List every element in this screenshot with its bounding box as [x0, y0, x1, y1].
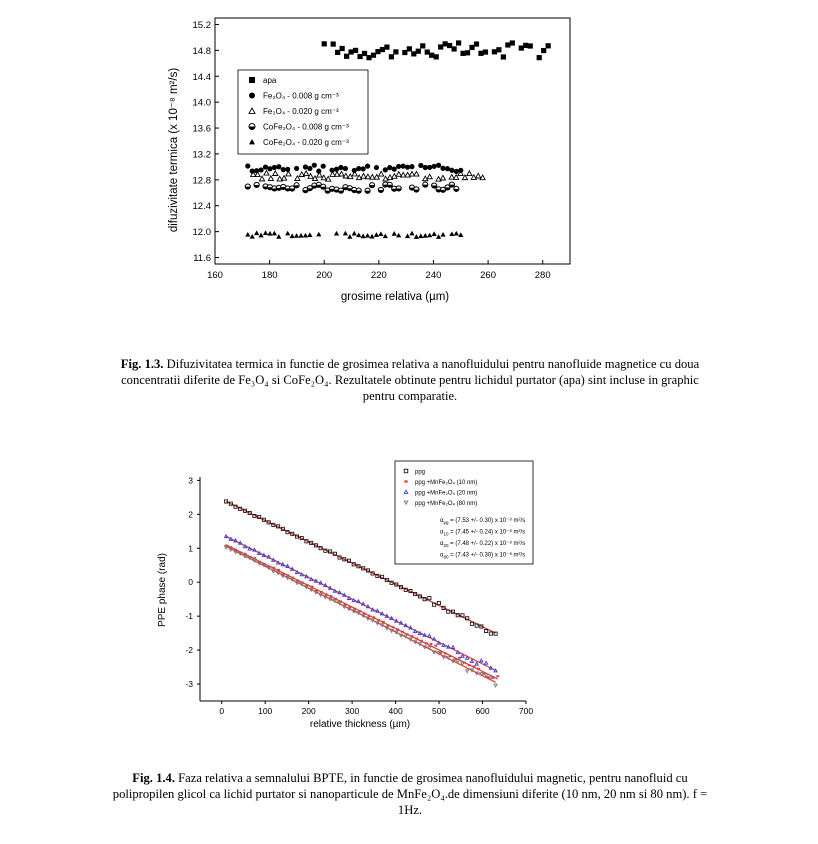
chart1-point — [438, 44, 443, 49]
chart2-point — [253, 548, 256, 551]
chart2-point — [442, 656, 445, 659]
chart1-point — [334, 231, 339, 236]
chart1-point — [432, 164, 437, 169]
chart1-point — [396, 186, 401, 191]
chart1-point — [449, 174, 454, 179]
chart1-point — [334, 167, 339, 172]
chart1-point — [519, 45, 524, 50]
chart1-point — [294, 233, 299, 238]
chart1-point — [396, 164, 401, 169]
chart2-x-tick-label: 500 — [431, 706, 447, 716]
chart1-point — [322, 41, 327, 46]
chart1-legend-marker — [249, 124, 255, 130]
chart1-point — [449, 168, 454, 173]
chart1-point — [290, 233, 295, 238]
chart2-point — [429, 643, 432, 645]
chart1-x-tick-label: 260 — [480, 270, 497, 281]
chart1-point — [276, 164, 281, 169]
chart1-point — [432, 231, 437, 236]
chart1-point — [449, 182, 454, 187]
chart1-point — [369, 234, 374, 239]
chart1-point — [434, 54, 439, 59]
chart1-point — [250, 234, 255, 239]
chart1-point — [407, 46, 412, 51]
chart1-point — [245, 163, 250, 168]
chart1-point — [347, 234, 352, 239]
chart1-point — [383, 167, 388, 172]
chart1-y-tick-label: 13.2 — [192, 149, 211, 161]
chart2-y-tick-label: 2 — [188, 509, 193, 520]
chart1-point — [418, 163, 423, 168]
chart1-point — [465, 50, 470, 55]
chart2-x-axis-label: relative thickness (µm) — [309, 719, 411, 730]
chart1-point — [432, 183, 437, 188]
chart2-point — [433, 637, 436, 640]
chart2-point — [470, 660, 473, 663]
chart1-point — [501, 54, 506, 59]
figure-1-4-caption — [100, 770, 720, 818]
chart1-point — [445, 166, 450, 171]
chart2-x-tick-label: 0 — [219, 706, 225, 716]
chart2-x-tick-label: 600 — [475, 706, 490, 716]
chart1-point — [316, 232, 321, 237]
chart1-point — [263, 230, 268, 235]
chart1-x-tick-label: 220 — [370, 270, 387, 281]
chart1-point — [286, 171, 291, 176]
chart1-point — [387, 182, 392, 187]
chart1-point — [267, 231, 272, 236]
chart2-x-tick-label: 300 — [345, 706, 360, 716]
chart1-point — [458, 232, 463, 237]
chart2-point — [343, 605, 346, 608]
chart1-point — [528, 43, 533, 48]
chart1-y-tick-label: 12.8 — [192, 175, 211, 187]
chart1-point — [285, 167, 290, 172]
chart1-point — [339, 171, 344, 176]
chart2-y-tick-label: -2 — [185, 645, 193, 656]
chart1-legend-marker — [249, 77, 255, 83]
chart2-x-tick-label: 700 — [518, 706, 534, 716]
chart2-fit-line — [226, 545, 498, 679]
chart1-point — [425, 49, 430, 54]
chart2-x-tick-label: 400 — [388, 706, 403, 716]
chart1-point — [357, 54, 362, 59]
chart1-point — [449, 231, 454, 236]
chart1-point — [371, 53, 376, 58]
chart2-point — [376, 609, 379, 612]
chart2-point — [399, 634, 402, 637]
chart2-point — [362, 602, 365, 605]
chart1-point — [416, 49, 421, 54]
chart1-point — [423, 165, 428, 170]
chart1-point — [366, 55, 371, 60]
chart1-point — [496, 47, 501, 52]
chart2-point — [451, 646, 454, 649]
chart2-point — [428, 597, 431, 600]
chart1-point — [409, 164, 414, 169]
chart1-y-tick-label: 14.0 — [192, 97, 211, 109]
chart2-point — [224, 535, 227, 538]
chart1-point — [365, 233, 370, 238]
chart1-point — [383, 233, 388, 238]
chart1-y-tick-label: 12.0 — [192, 227, 211, 239]
chart1-point — [478, 51, 483, 56]
chart1-point — [352, 231, 357, 236]
chart1-point — [338, 165, 343, 170]
chart1-x-tick-label: 240 — [425, 270, 442, 281]
chart2-y-tick-label: 1 — [188, 543, 193, 554]
chart1-point — [454, 186, 459, 191]
chart2-point — [391, 626, 394, 628]
chart2-y-tick-label: 3 — [188, 475, 193, 486]
chart1-point — [546, 43, 551, 48]
chart1-point — [427, 233, 432, 238]
chart1-point — [335, 50, 340, 55]
chart1-point — [312, 163, 317, 168]
chart1-point — [379, 171, 384, 176]
chart2-point — [485, 629, 488, 632]
chart1-point — [245, 232, 250, 237]
chart1-y-tick-label: 14.8 — [192, 45, 211, 57]
chart1-point — [440, 232, 445, 237]
chart1-point — [427, 165, 432, 170]
chart1-point — [298, 233, 303, 238]
chart1-point — [303, 164, 308, 169]
chart2-point — [267, 555, 270, 558]
chart2-point — [480, 659, 483, 662]
chart1-x-axis-label: grosime relativa (µm) — [340, 291, 450, 303]
chart1-point — [384, 45, 389, 50]
chart2-point — [390, 629, 393, 632]
chart1-point — [387, 165, 392, 170]
chart1-point — [400, 164, 405, 169]
chart1-point — [492, 49, 497, 54]
chart1-point — [303, 233, 308, 238]
chart1-point — [378, 231, 383, 236]
chart2-point — [494, 684, 497, 687]
chart2-point — [489, 632, 492, 635]
chart1-y-tick-label: 11.6 — [193, 253, 211, 265]
chart1-point — [414, 234, 419, 239]
chart2-point — [433, 651, 436, 654]
chart1-point — [267, 166, 272, 171]
chart1-point — [440, 175, 445, 180]
chart2-point — [357, 600, 360, 603]
chart1-point — [443, 41, 448, 46]
chart1-point — [429, 53, 434, 58]
chart2-point — [466, 670, 469, 673]
chart1-point — [258, 233, 263, 238]
chart1-point — [423, 233, 428, 238]
chart1-y-tick-label: 12.4 — [192, 201, 211, 213]
chart1-point — [414, 171, 419, 176]
chart1-point — [356, 166, 361, 171]
chart1-point — [456, 40, 461, 45]
chart1-point — [409, 231, 414, 236]
chart1-point — [387, 175, 392, 180]
chart1-point — [294, 183, 299, 188]
chart1-legend-marker — [249, 93, 255, 99]
chart1-y-tick-label: 14.4 — [192, 71, 211, 83]
chart2-diffusivity-annotation: $\alpha_{10} = (7.45$ +/- 0.24) x 10⁻⁸ m²/s — [440, 529, 526, 537]
chart1-point — [353, 48, 358, 53]
chart1-point — [340, 46, 345, 51]
chart2-point — [319, 594, 322, 597]
chart1-point — [389, 54, 394, 59]
chart1-point — [254, 230, 259, 235]
chart1-point — [361, 234, 366, 239]
chart2-legend-label: ppg +MnFe₂O₄ (20 nm) — [415, 490, 478, 497]
figure-1-3-label: Fig. 1.3. — [120, 357, 164, 371]
chart1-point — [349, 49, 354, 54]
chart1-point — [396, 172, 401, 177]
chart1-point — [380, 47, 385, 52]
chart2-y-tick-label: 0 — [188, 577, 193, 588]
chart1-point — [263, 164, 268, 169]
chart1-point — [326, 176, 331, 181]
chart1-point — [396, 233, 401, 238]
chart2-y-tick-label: -1 — [185, 611, 193, 622]
chart1-y-axis-label: difuzivitate termica (x 10⁻⁸ m²/s) — [168, 67, 180, 233]
chart2-point — [281, 575, 284, 578]
chart2-x-tick-label: 200 — [301, 706, 316, 716]
chart1-point — [483, 49, 488, 54]
chart1-legend-label: Fe₃O₄ - 0.020 g cm⁻³ — [263, 107, 339, 116]
chart1-point — [304, 171, 309, 176]
chart1-point — [420, 43, 425, 48]
chart1-point — [378, 187, 383, 192]
chart1-point — [362, 51, 367, 56]
chart1-y-tick-label: 15.2 — [192, 19, 211, 31]
chart2-point — [295, 582, 298, 585]
chart2-y-axis-label: PPE phase (rad) — [157, 553, 168, 627]
chart1-point — [467, 171, 472, 176]
chart1-point — [411, 51, 416, 56]
chart1-point — [392, 167, 397, 172]
chart1-point — [343, 166, 348, 171]
chart1-point — [447, 43, 452, 48]
chart1-point — [405, 233, 410, 238]
figure-1-4-label: Fig. 1.4. — [132, 771, 175, 785]
chart1-point — [469, 45, 474, 50]
chart1-point — [454, 169, 459, 174]
chart2-point — [320, 591, 323, 593]
chart1-point — [537, 55, 542, 60]
chart2-diffusivity-annotation: $\alpha_{pg} = (7.53$ +/- 0.30) x 10⁻⁸ m²/s — [440, 518, 526, 525]
chart1-point — [361, 166, 366, 171]
chart1-point — [272, 165, 277, 170]
chart1-point — [523, 43, 528, 48]
chart1-point — [393, 49, 398, 54]
chart1-point — [307, 166, 312, 171]
chart2-point — [314, 591, 317, 594]
chart2-point — [434, 644, 437, 646]
chart1-point — [474, 41, 479, 46]
chart1-point — [307, 232, 312, 237]
chart2-point — [428, 634, 431, 637]
chart1-point — [452, 46, 457, 51]
chart2-point — [475, 662, 478, 665]
chart1-point — [245, 184, 250, 189]
chart1-point — [476, 173, 481, 178]
chart1-legend-label: CoFe₂O₄ - 0.020 g cm⁻³ — [263, 138, 349, 147]
chart1-point — [436, 163, 441, 168]
chart1-legend-label: apa — [263, 76, 277, 85]
chart2-point — [234, 551, 237, 554]
chart1-point — [276, 234, 281, 239]
chart1-point — [273, 171, 278, 176]
chart1-point — [254, 182, 259, 187]
chart2-y-tick-label: -3 — [185, 679, 193, 690]
chart2-point — [224, 546, 227, 549]
chart2-point — [286, 565, 289, 568]
chart2-diffusivity-annotation: $\alpha_{80} = (7.43$ +/- 0.30) x 10⁻⁸ m²/s — [440, 552, 526, 560]
chart1-point — [510, 40, 515, 45]
chart1-point — [285, 231, 290, 236]
chart1-x-tick-label: 160 — [207, 270, 223, 281]
chart1-point — [436, 234, 441, 239]
chart2-diffusivity-annotation: $\alpha_{20} = (7.48$ +/- 0.22) x 10⁻⁸ m²/s — [440, 541, 526, 548]
chart1-point — [294, 166, 299, 171]
chart1-point — [402, 50, 407, 55]
chart1-point — [505, 42, 510, 47]
figure-1-3-caption — [110, 356, 710, 404]
chart2-x-tick-label: 100 — [258, 706, 273, 716]
chart1-x-tick-label: 200 — [316, 270, 333, 281]
chart1-point — [392, 231, 397, 236]
chart1-y-tick-label: 13.6 — [192, 123, 211, 135]
chart1-point — [365, 164, 370, 169]
chart1-point — [258, 167, 263, 172]
chart2-point — [229, 548, 232, 551]
chart1-point — [343, 231, 348, 236]
chart1-x-tick-label: 180 — [261, 270, 278, 281]
chart1-point — [541, 48, 546, 53]
chart1-point — [331, 41, 336, 46]
chart1-point — [440, 166, 445, 171]
chart2-point — [239, 541, 242, 544]
chart1-point — [436, 177, 441, 182]
chart1-point — [365, 174, 370, 179]
chart1-point — [374, 165, 379, 170]
chart1-legend-label: Fe₃O₄ - 0.008 g cm⁻³ — [263, 91, 339, 101]
chart1-point — [365, 188, 370, 193]
chart2-legend-label: ppg +MnFe₂O₄ (80 nm) — [415, 501, 478, 507]
chart1-point — [423, 182, 428, 187]
thermal-diffusivity-chart — [160, 8, 580, 308]
chart2-legend-box — [395, 461, 533, 564]
chart1-point — [356, 232, 361, 237]
chart2-point — [272, 570, 275, 573]
chart1-point — [405, 165, 410, 170]
chart1-point — [268, 176, 273, 181]
chart1-point — [460, 51, 465, 56]
chart2-point — [485, 661, 488, 664]
figure-1-4-text: Faza relativa a semnalului BPTE, in functie de grosimea nanofluidului magnetic, pentru nanofluid cu polipropilen glicol ca lichid purtator si nanoparticule de MnFe₂O₄.de dimensiuni diferite (10 nm, 20 nm si 80 nm). f = 1Hz. — [112, 771, 708, 817]
chart2-legend-label: ppg +MnFe₂O₄ (10 nm) — [415, 480, 478, 486]
chart1-point — [454, 231, 459, 236]
chart1-point — [414, 187, 419, 192]
chart1-legend-label: CoFe₂O₄ - 0.008 g cm⁻³ — [263, 122, 349, 132]
chart1-point — [418, 233, 423, 238]
chart1-point — [272, 231, 277, 236]
chart1-point — [374, 232, 379, 237]
ppe-phase-chart — [150, 455, 550, 745]
chart1-point — [281, 167, 286, 172]
chart1-point — [321, 184, 326, 189]
chart1-point — [321, 164, 326, 169]
chart1-point — [375, 49, 380, 54]
chart1-point — [264, 170, 269, 175]
chart1-point — [427, 174, 432, 179]
chart2-point — [496, 675, 499, 677]
chart1-point — [344, 54, 349, 59]
figure-1-3-text: Difuzivitatea termica in functie de grosimea relativa a nanofluidului pentru nanofluide magnetice cu doua concentratii diferite de Fe₃O₄ si CoFe₂O₄. Rezultatele obtinute pentru lichidul purtator (apa) sint incluse in graphic pentru comparatie. — [121, 357, 700, 403]
chart1-point — [361, 173, 366, 178]
chart1-point — [356, 188, 361, 193]
chart1-x-tick-label: 280 — [534, 270, 551, 281]
chart2-legend-label: ppg — [415, 469, 426, 476]
chart1-point — [369, 183, 374, 188]
